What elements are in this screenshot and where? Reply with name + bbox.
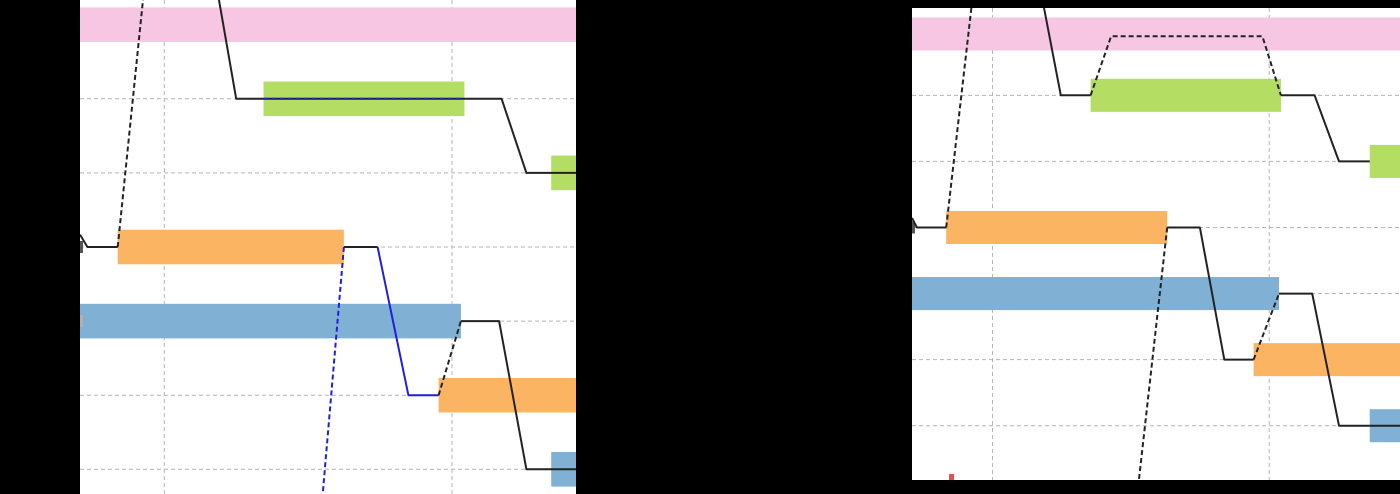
orange-task-bar (118, 230, 344, 265)
blue-task-bar (912, 277, 1279, 310)
left-chart-panel (78, 0, 576, 494)
green-task-bar (1091, 79, 1281, 112)
orange-task-bar (946, 211, 1167, 244)
right-chart-panel (910, 0, 1400, 486)
green-task-bar (1370, 145, 1400, 178)
blue-task-bar (80, 304, 461, 339)
orange-task-bar (439, 378, 576, 413)
pink-task-bar (912, 17, 1400, 50)
orange-task-bar (1254, 343, 1400, 376)
pink-task-bar (80, 7, 576, 42)
